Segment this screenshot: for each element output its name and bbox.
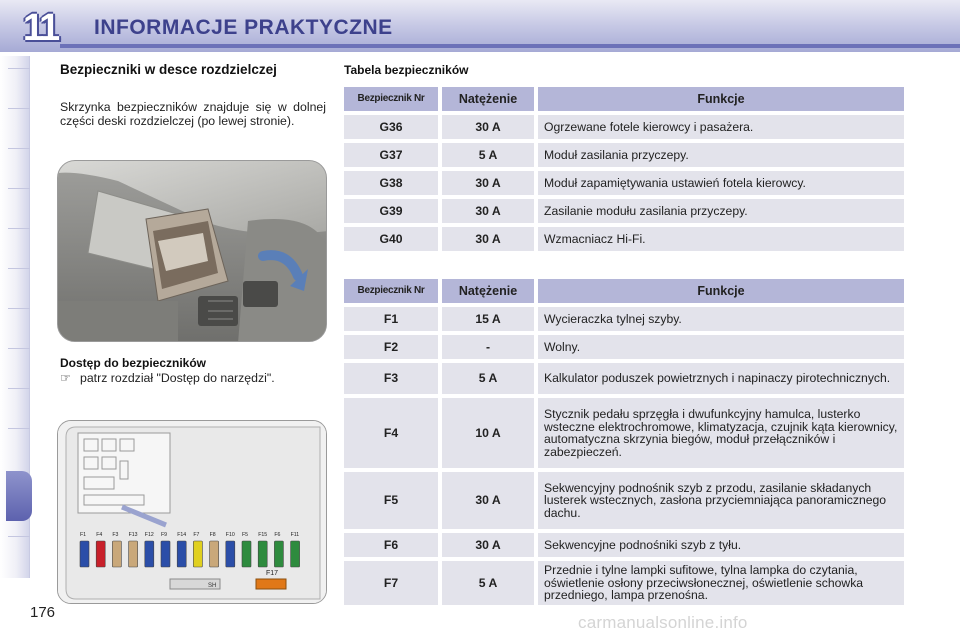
fuse-label: F4 [96,532,103,538]
fuse-label: F13 [128,532,138,538]
pointing-hand-icon: ☞ [60,371,72,385]
fuse-number-cell: F2 [344,335,438,359]
header-functions: Funkcje [538,279,904,303]
function-cell: Sekwencyjny podnośnik szyb z przodu, zasilanie składanych lusterek wstecznych, zasłona przyciemniająca panoramicznego dachu. [538,472,904,529]
table-row [344,227,904,251]
table-row [344,533,904,557]
function-cell: Sekwencyjne podnośniki szyb z tyłu. [538,533,904,557]
amperage-cell: 30 A [442,199,534,223]
fuse-layout-illustration [58,421,327,604]
fuse-slot [242,541,251,567]
table-row [344,307,904,331]
fuse-label: F8 [209,532,216,538]
function-cell: Ogrzewane fotele kierowcy i pasażera. [538,115,904,139]
fuse-slot [96,541,105,567]
function-cell: Zasilanie modułu zasilania przyczepy. [538,199,904,223]
amperage-cell: 30 A [442,472,534,529]
fuse-number-cell: F7 [344,561,438,605]
tab-divider [8,308,30,309]
table-row [344,363,904,394]
amperage-cell: - [442,335,534,359]
header-fuse-number: Bezpiecznik Nr [344,279,438,303]
active-chapter-tab[interactable] [6,471,32,521]
section-text: Skrzynka bezpieczników znajduje się w dolnej części deski rozdzielczej (po lewej stronie). [60,100,326,128]
tab-divider [8,428,30,429]
chapter-tab-strip [0,56,30,578]
fuse-slot [258,541,267,567]
fuse-label: F6 [274,532,281,538]
fuse-slot [80,541,89,567]
function-cell: Wzmacniacz Hi-Fi. [538,227,904,251]
fuse-slot [193,541,202,567]
amperage-cell: 30 A [442,227,534,251]
header-amperage: Natężenie [442,87,534,111]
function-cell: Wycieraczka tylnej szyby. [538,307,904,331]
function-cell: Wolny. [538,335,904,359]
amperage-cell: 30 A [442,115,534,139]
fuse-number-cell: F6 [344,533,438,557]
amperage-cell: 5 A [442,143,534,167]
fuse-table-g [344,87,904,255]
table-header-row [344,87,904,111]
function-cell: Moduł zapamiętywania ustawień fotela kierowcy. [538,171,904,195]
amperage-cell: 5 A [442,561,534,605]
table-row [344,472,904,529]
tab-divider [8,228,30,229]
fuse-f17 [256,579,286,589]
fuse-label: F14 [177,532,187,538]
tab-divider [8,108,30,109]
table-row [344,115,904,139]
tab-divider [8,68,30,69]
table-row [344,398,904,468]
function-cell: Moduł zasilania przyczepy. [538,143,904,167]
function-cell: Przednie i tylne lampki sufitowe, tylna lampka do czytania, oświetlenie osłony przeciwsłonecznej, oświetlenie schowka przedniego, lampa przenośna. [538,561,904,605]
fuse-box-diagram [57,420,327,604]
header-fuse-number: Bezpiecznik Nr [344,87,438,111]
fuse-number-cell: G40 [344,227,438,251]
amperage-cell: 10 A [442,398,534,468]
header-functions: Funkcje [538,87,904,111]
function-cell: Stycznik pedału sprzęgła i dwufunkcyjny hamulca, lusterko wsteczne elektrochromowe, klimatyzacja, czujnik kąta kierownicy, automatyczna skrzynia biegów, moduł przełączników i zabezpieczeń. [538,398,904,468]
header-amperage: Natężenie [442,279,534,303]
fuse-number-cell: G36 [344,115,438,139]
fuse-number-cell: F4 [344,398,438,468]
fuse-label: F11 [290,532,300,538]
fuse-label: F9 [161,532,168,538]
tab-divider [8,148,30,149]
amperage-cell: 30 A [442,171,534,195]
shunt-label: SH [208,583,217,589]
chapter-title: INFORMACJE PRAKTYCZNE [94,16,393,39]
tab-divider [8,348,30,349]
fuse-table-f [344,279,904,609]
fuse-label: F3 [112,532,119,538]
page-header [0,0,960,52]
table-header-row [344,279,904,303]
access-item-text: patrz rozdział "Dostęp do narzędzi". [80,371,275,385]
amperage-cell: 15 A [442,307,534,331]
amperage-cell: 5 A [442,363,534,394]
chapter-number: 11 [22,7,58,49]
table-row [344,561,904,605]
fuse-label: F12 [144,532,154,538]
fuse-slot [145,541,154,567]
table-row [344,143,904,167]
fuse-label: F5 [242,532,249,538]
fuse-label: F10 [225,532,235,538]
fuse-slot [161,541,170,567]
fuse-slot [274,541,283,567]
fuse-label: F7 [193,532,200,538]
tab-divider [8,188,30,189]
table-row [344,335,904,359]
fuse-label-f17: F17 [266,570,279,577]
section-title: Bezpieczniki w desce rozdzielczej [60,62,277,77]
access-item [60,371,275,385]
tab-divider [8,268,30,269]
fuse-slot [177,541,186,567]
fuse-number-cell: G38 [344,171,438,195]
fuse-slot [226,541,235,567]
fuse-number-cell: F1 [344,307,438,331]
fuse-number-cell: F3 [344,363,438,394]
fuse-slot [112,541,121,567]
fuse-label: F15 [258,532,268,538]
amperage-cell: 30 A [442,533,534,557]
fuse-label: F1 [80,532,87,538]
tab-divider [8,536,30,537]
fuse-slot [129,541,138,567]
page-number: 176 [30,604,56,621]
function-cell: Kalkulator poduszek powietrznych i napinaczy pirotechnicznych. [538,363,904,394]
header-rule [60,44,960,48]
dashboard-fuse-box-photo [57,160,327,342]
photo-illustration [58,161,327,342]
fuse-number-cell: F5 [344,472,438,529]
fuse-slot [291,541,300,567]
tab-divider [8,388,30,389]
fuse-slot [210,541,219,567]
table-row [344,199,904,223]
fuse-number-cell: G37 [344,143,438,167]
access-title: Dostęp do bezpieczników [60,356,207,370]
table-row [344,171,904,195]
watermark: carmanualsonline.info [578,613,748,632]
fuse-number-cell: G39 [344,199,438,223]
fuse-table-title: Tabela bezpieczników [344,63,469,77]
